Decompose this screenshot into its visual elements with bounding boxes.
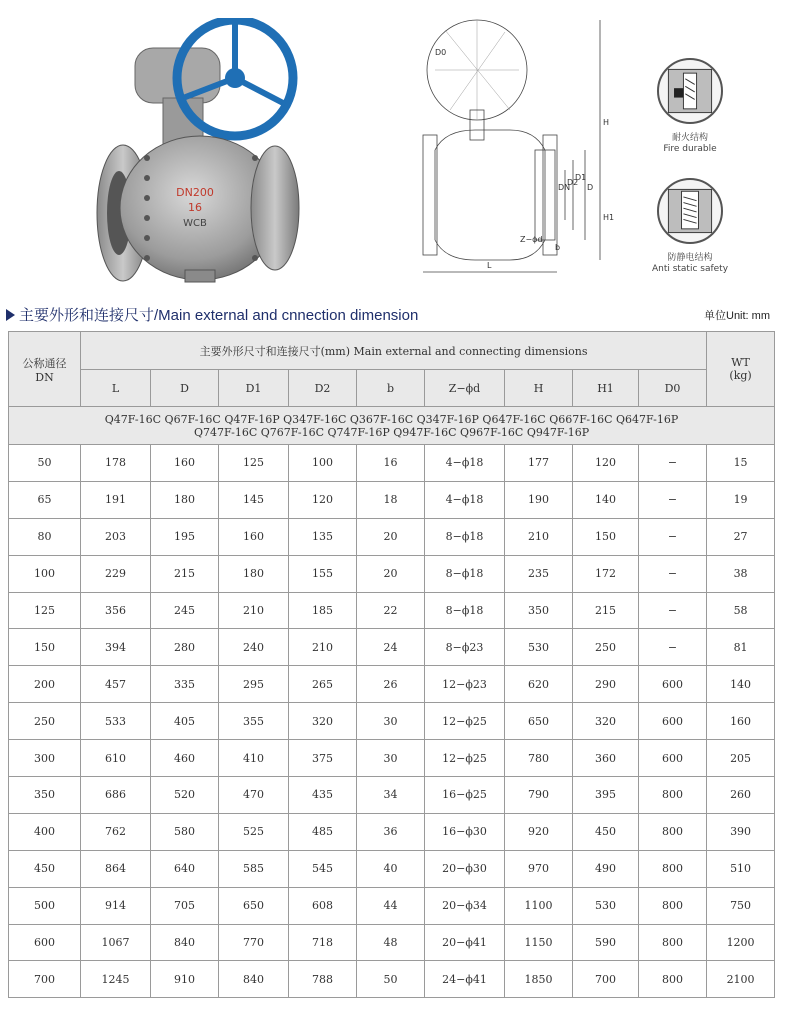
cell-b: 44 (357, 887, 425, 924)
cell-b: 18 (357, 481, 425, 518)
table-row (9, 887, 775, 924)
model-list-line1: Q47F-16C Q67F-16C Q47F-16P Q347F-16C Q367F-16C Q347F-16P Q647F-16C Q667F-16C Q647F-16P (104, 412, 679, 426)
cell-h1: 215 (573, 592, 639, 629)
cell-h1: 490 (573, 850, 639, 887)
col-header-h: H (505, 370, 573, 407)
cell-b: 30 (357, 740, 425, 777)
cell-l: 203 (81, 518, 151, 555)
cell-d1: 410 (219, 740, 289, 777)
anti-static-callout (645, 178, 735, 274)
cell-zd: 16−ϕ25 (425, 777, 505, 814)
table-row (9, 481, 775, 518)
cell-h: 1850 (505, 961, 573, 998)
col-header-d2: D2 (289, 370, 357, 407)
cell-wt: 140 (707, 666, 775, 703)
cell-l: 610 (81, 740, 151, 777)
model-list-line2: Q747F-16C Q767F-16C Q747F-16P Q947F-16C Q967F-16C Q947F-16P (193, 425, 590, 439)
cell-b: 20 (357, 555, 425, 592)
cell-d2: 375 (289, 740, 357, 777)
ball-valve-photo (95, 18, 310, 286)
anti-static-cn: 防静电结构 (667, 253, 713, 263)
cell-zd: 4−ϕ18 (425, 481, 505, 518)
cell-dn: 600 (9, 924, 81, 961)
cell-zd: 20−ϕ30 (425, 850, 505, 887)
col-header-b: b (357, 370, 425, 407)
cell-zd: 16−ϕ30 (425, 813, 505, 850)
table-row (9, 445, 775, 482)
cell-dn: 150 (9, 629, 81, 666)
cell-d0: 800 (639, 850, 707, 887)
cell-d1: 210 (219, 592, 289, 629)
cell-wt: 15 (707, 445, 775, 482)
cell-d1: 160 (219, 518, 289, 555)
cell-wt: 81 (707, 629, 775, 666)
label-h1: H1 (603, 213, 615, 222)
cell-h1: 150 (573, 518, 639, 555)
cell-d2: 100 (289, 445, 357, 482)
cell-h: 970 (505, 850, 573, 887)
cell-dn: 100 (9, 555, 81, 592)
wt-header (707, 332, 775, 407)
col-header-d: D (151, 370, 219, 407)
cell-d2: 265 (289, 666, 357, 703)
cell-zd: 8−ϕ18 (425, 555, 505, 592)
label-dn: DN (558, 183, 571, 192)
cell-d0: 600 (639, 703, 707, 740)
table-row (9, 924, 775, 961)
col-header-l: L (81, 370, 151, 407)
cell-d0: − (639, 445, 707, 482)
cell-d1: 355 (219, 703, 289, 740)
cell-d1: 125 (219, 445, 289, 482)
cell-h: 350 (505, 592, 573, 629)
section-title-text: 主要外形和连接尺寸/Main external and cnnection dimension (19, 307, 419, 324)
cell-d: 215 (151, 555, 219, 592)
cell-dn: 700 (9, 961, 81, 998)
cell-h1: 140 (573, 481, 639, 518)
table-row (9, 555, 775, 592)
cell-d0: 800 (639, 777, 707, 814)
triangle-arrow-icon (6, 309, 15, 321)
fire-durable-callout (645, 58, 735, 154)
cell-b: 26 (357, 666, 425, 703)
label-d2: D2 (567, 178, 579, 187)
cell-b: 36 (357, 813, 425, 850)
cell-d: 640 (151, 850, 219, 887)
cell-d: 160 (151, 445, 219, 482)
cell-d2: 545 (289, 850, 357, 887)
cell-d: 840 (151, 924, 219, 961)
cell-d0: − (639, 518, 707, 555)
cell-wt: 750 (707, 887, 775, 924)
cell-wt: 510 (707, 850, 775, 887)
cell-zd: 20−ϕ41 (425, 924, 505, 961)
cell-d2: 788 (289, 961, 357, 998)
col-header-h1: H1 (573, 370, 639, 407)
cell-dn: 350 (9, 777, 81, 814)
fire-durable-en: Fire durable (663, 144, 717, 154)
cell-d0: − (639, 629, 707, 666)
cell-d0: − (639, 481, 707, 518)
cell-b: 40 (357, 850, 425, 887)
label-l: L (487, 261, 492, 270)
cell-wt: 58 (707, 592, 775, 629)
cell-d1: 145 (219, 481, 289, 518)
cell-d2: 485 (289, 813, 357, 850)
table-row (9, 629, 775, 666)
anti-static-en: Anti static safety (651, 264, 729, 274)
cell-d1: 525 (219, 813, 289, 850)
cell-d0: 800 (639, 813, 707, 850)
cell-d2: 608 (289, 887, 357, 924)
cell-d1: 770 (219, 924, 289, 961)
cell-l: 457 (81, 666, 151, 703)
cell-d0: 600 (639, 740, 707, 777)
cell-d1: 180 (219, 555, 289, 592)
cell-l: 864 (81, 850, 151, 887)
cell-wt: 2100 (707, 961, 775, 998)
label-b: b (555, 243, 561, 252)
cell-l: 1067 (81, 924, 151, 961)
cell-d: 195 (151, 518, 219, 555)
cell-d: 405 (151, 703, 219, 740)
cell-b: 24 (357, 629, 425, 666)
cell-h1: 700 (573, 961, 639, 998)
table-row (9, 850, 775, 887)
anti-static-detail-icon (657, 178, 723, 244)
cell-l: 686 (81, 777, 151, 814)
dimension-table (8, 331, 775, 998)
cell-zd: 12−ϕ23 (425, 666, 505, 703)
body-marking-material: WCB (183, 218, 207, 229)
cell-d0: − (639, 555, 707, 592)
section-title (6, 304, 418, 325)
table-row (9, 961, 775, 998)
cell-d2: 185 (289, 592, 357, 629)
cell-d0: − (639, 592, 707, 629)
cell-zd: 24−ϕ41 (425, 961, 505, 998)
cell-h1: 590 (573, 924, 639, 961)
label-d0: D0 (435, 48, 447, 57)
label-h: H (603, 118, 610, 127)
label-d1: D1 (575, 173, 587, 182)
cell-h1: 450 (573, 813, 639, 850)
cell-d2: 155 (289, 555, 357, 592)
cell-d: 580 (151, 813, 219, 850)
cell-l: 191 (81, 481, 151, 518)
cell-b: 48 (357, 924, 425, 961)
cell-d: 705 (151, 887, 219, 924)
dimension-drawing (415, 10, 615, 280)
cell-d1: 295 (219, 666, 289, 703)
label-d: D (587, 183, 594, 192)
cell-wt: 160 (707, 703, 775, 740)
cell-d2: 435 (289, 777, 357, 814)
cell-b: 20 (357, 518, 425, 555)
cell-wt: 19 (707, 481, 775, 518)
cell-d1: 650 (219, 887, 289, 924)
cell-dn: 200 (9, 666, 81, 703)
cell-zd: 8−ϕ23 (425, 629, 505, 666)
fire-durable-detail-icon (657, 58, 723, 124)
cell-dn: 125 (9, 592, 81, 629)
col-header-d0: D0 (639, 370, 707, 407)
body-marking-size: DN200 (176, 186, 214, 199)
cell-h1: 172 (573, 555, 639, 592)
body-marking-pressure: 16 (188, 201, 202, 214)
cell-h: 210 (505, 518, 573, 555)
cell-wt: 1200 (707, 924, 775, 961)
table-row (9, 740, 775, 777)
cell-d2: 135 (289, 518, 357, 555)
cell-wt: 260 (707, 777, 775, 814)
cell-dn: 250 (9, 703, 81, 740)
cell-zd: 12−ϕ25 (425, 740, 505, 777)
table-row (9, 703, 775, 740)
cell-l: 356 (81, 592, 151, 629)
table-row (9, 518, 775, 555)
cell-h: 620 (505, 666, 573, 703)
cell-d1: 840 (219, 961, 289, 998)
cell-d1: 470 (219, 777, 289, 814)
cell-h1: 120 (573, 445, 639, 482)
cell-d: 910 (151, 961, 219, 998)
cell-b: 16 (357, 445, 425, 482)
cell-d2: 210 (289, 629, 357, 666)
cell-d2: 120 (289, 481, 357, 518)
cell-wt: 390 (707, 813, 775, 850)
table-row (9, 666, 775, 703)
illustration-area (0, 0, 790, 300)
table-row (9, 592, 775, 629)
wt-header-line2: (kg) (729, 369, 752, 382)
cell-dn: 400 (9, 813, 81, 850)
model-list (9, 407, 775, 445)
cell-h: 190 (505, 481, 573, 518)
cell-d: 335 (151, 666, 219, 703)
dn-header-cn: 公称通径 (22, 356, 67, 370)
cell-dn: 500 (9, 887, 81, 924)
cell-h: 790 (505, 777, 573, 814)
fire-durable-cn: 耐火结构 (671, 133, 708, 143)
cell-d0: 600 (639, 666, 707, 703)
cell-dn: 300 (9, 740, 81, 777)
cell-d2: 320 (289, 703, 357, 740)
cell-dn: 50 (9, 445, 81, 482)
col-header-d1: D1 (219, 370, 289, 407)
cell-h: 235 (505, 555, 573, 592)
cell-d: 245 (151, 592, 219, 629)
cell-dn: 450 (9, 850, 81, 887)
cell-h1: 530 (573, 887, 639, 924)
cell-zd: 8−ϕ18 (425, 592, 505, 629)
cell-h: 1150 (505, 924, 573, 961)
table-row (9, 813, 775, 850)
cell-d2: 718 (289, 924, 357, 961)
cell-zd: 12−ϕ25 (425, 703, 505, 740)
group-header: 主要外形尺寸和连接尺寸(mm) Main external and connecting dimensions (81, 332, 707, 370)
cell-h: 1100 (505, 887, 573, 924)
cell-d0: 800 (639, 961, 707, 998)
table-body (9, 445, 775, 998)
cell-wt: 205 (707, 740, 775, 777)
cell-d: 180 (151, 481, 219, 518)
cell-b: 34 (357, 777, 425, 814)
cell-l: 914 (81, 887, 151, 924)
unit-label: 单位Unit: mm (704, 310, 770, 322)
cell-wt: 27 (707, 518, 775, 555)
cell-l: 394 (81, 629, 151, 666)
cell-d1: 240 (219, 629, 289, 666)
cell-wt: 38 (707, 555, 775, 592)
cell-b: 50 (357, 961, 425, 998)
cell-d: 460 (151, 740, 219, 777)
cell-h1: 360 (573, 740, 639, 777)
cell-b: 22 (357, 592, 425, 629)
cell-h1: 290 (573, 666, 639, 703)
col-header-zd: Z−ϕd (425, 370, 505, 407)
cell-h: 530 (505, 629, 573, 666)
cell-h1: 320 (573, 703, 639, 740)
cell-zd: 8−ϕ18 (425, 518, 505, 555)
label-zd: Z−ϕd (520, 235, 543, 244)
cell-d0: 800 (639, 887, 707, 924)
cell-d: 280 (151, 629, 219, 666)
dn-header (9, 332, 81, 407)
cell-d0: 800 (639, 924, 707, 961)
cell-h: 177 (505, 445, 573, 482)
cell-h: 780 (505, 740, 573, 777)
cell-zd: 20−ϕ34 (425, 887, 505, 924)
cell-zd: 4−ϕ18 (425, 445, 505, 482)
cell-b: 30 (357, 703, 425, 740)
cell-h: 650 (505, 703, 573, 740)
cell-l: 533 (81, 703, 151, 740)
dn-header-en: DN (35, 370, 54, 384)
cell-l: 229 (81, 555, 151, 592)
wt-header-line1: WT (731, 356, 750, 369)
cell-l: 1245 (81, 961, 151, 998)
cell-dn: 65 (9, 481, 81, 518)
cell-h1: 250 (573, 629, 639, 666)
table-row (9, 777, 775, 814)
cell-h1: 395 (573, 777, 639, 814)
cell-l: 178 (81, 445, 151, 482)
cell-l: 762 (81, 813, 151, 850)
cell-d: 520 (151, 777, 219, 814)
cell-d1: 585 (219, 850, 289, 887)
cell-h: 920 (505, 813, 573, 850)
cell-dn: 80 (9, 518, 81, 555)
